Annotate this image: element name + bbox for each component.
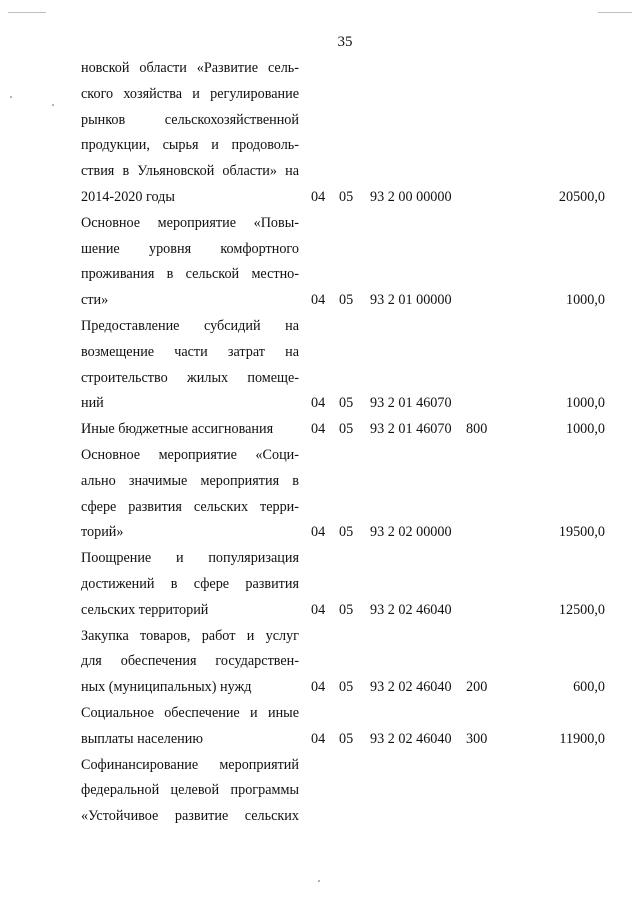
table-line <box>0 755 640 775</box>
table-line <box>0 393 640 413</box>
expense-type-code: 200 <box>466 679 488 696</box>
item-description: Предоставление субсидий на <box>81 318 299 334</box>
item-description: Иные бюджетные ассигнования <box>81 421 274 438</box>
target-article-code: 93 2 01 46070 <box>370 421 452 438</box>
table-line <box>0 780 640 800</box>
amount: 19500,0 <box>558 524 605 541</box>
target-article-code: 93 2 02 46040 <box>370 730 452 747</box>
table-line <box>0 110 640 130</box>
table-line <box>0 574 640 594</box>
item-description: строительство жилых помеще- <box>81 369 299 386</box>
amount: 11900,0 <box>559 730 605 747</box>
item-description: ского хозяйства и регулирование <box>81 85 299 102</box>
section-code: 04 <box>311 292 326 309</box>
target-article-code: 93 2 02 00000 <box>370 524 452 541</box>
expense-type-code: 800 <box>466 421 488 438</box>
table-line <box>0 58 640 78</box>
amount: 20500,0 <box>558 189 605 205</box>
item-description: Социальное обеспечение и иные <box>81 705 299 721</box>
amount: 12500,0 <box>558 601 605 618</box>
item-description: сельских территорий <box>81 601 209 618</box>
item-description: проживания в сельской местно- <box>81 266 299 283</box>
subsection-code: 05 <box>339 524 354 541</box>
table-line <box>0 806 640 826</box>
item-description: Поощрение и популяризация <box>81 550 299 567</box>
item-description: «Устойчивое развитие сельских <box>81 808 299 825</box>
table-line <box>0 626 640 646</box>
scan-artifact <box>52 104 54 106</box>
item-description: новской области «Развитие сель- <box>81 60 299 76</box>
item-description: Закупка товаров, работ и услуг <box>81 627 299 644</box>
item-description: ально значимые мероприятия в <box>81 472 299 489</box>
table-line <box>0 651 640 671</box>
scan-artifact <box>318 880 320 882</box>
table-line <box>0 213 640 233</box>
section-code: 04 <box>311 189 326 205</box>
item-description: возмещение части затрат на <box>81 343 299 360</box>
table-line <box>0 548 640 568</box>
item-description: Основное мероприятие «Соци- <box>81 447 299 463</box>
item-description: сти» <box>81 292 109 309</box>
item-description: сфере развития сельских терри- <box>81 498 299 515</box>
item-description: шение уровня комфортного <box>81 240 299 257</box>
subsection-code: 05 <box>339 679 354 696</box>
target-article-code: 93 2 02 46040 <box>370 679 452 696</box>
table-line <box>0 419 640 439</box>
amount: 1000,0 <box>565 421 605 438</box>
table-line <box>0 703 640 723</box>
section-code: 04 <box>311 601 326 618</box>
amount: 1000,0 <box>565 292 605 309</box>
table-line <box>0 445 640 465</box>
item-description: Софинансирование мероприятий <box>81 756 299 773</box>
item-description: 2014-2020 годы <box>81 189 175 205</box>
table-line <box>0 187 640 207</box>
table-line <box>0 497 640 517</box>
table-line <box>0 600 640 620</box>
item-description: продукции, сырья и продоволь- <box>81 137 299 154</box>
table-line <box>0 135 640 155</box>
amount: 1000,0 <box>565 395 605 412</box>
item-description: для обеспечения государствен- <box>81 653 299 670</box>
table-line <box>0 471 640 491</box>
item-description: ных (муниципальных) нужд <box>81 679 252 696</box>
table-line <box>0 161 640 181</box>
item-description: ний <box>81 395 104 412</box>
table-line <box>0 84 640 104</box>
scan-artifact <box>598 12 632 13</box>
table-line <box>0 290 640 310</box>
target-article-code: 93 2 00 00000 <box>370 189 452 205</box>
page-number: 35 <box>337 34 353 50</box>
table-line <box>0 264 640 284</box>
subsection-code: 05 <box>339 421 354 438</box>
item-description: ствия в Ульяновской области» на <box>81 163 299 180</box>
amount: 600,0 <box>573 679 605 696</box>
table-line <box>0 239 640 259</box>
table-line <box>0 316 640 336</box>
subsection-code: 05 <box>339 730 354 747</box>
table-line <box>0 342 640 362</box>
subsection-code: 05 <box>339 292 354 309</box>
subsection-code: 05 <box>339 189 354 205</box>
section-code: 04 <box>311 421 326 438</box>
table-line <box>0 677 640 697</box>
item-description: федеральной целевой программы <box>81 782 299 799</box>
section-code: 04 <box>311 524 326 541</box>
subsection-code: 05 <box>339 395 354 412</box>
section-code: 04 <box>311 395 326 412</box>
table-line <box>0 729 640 749</box>
item-description: Основное мероприятие «Повы- <box>81 214 299 231</box>
target-article-code: 93 2 01 00000 <box>370 292 452 309</box>
expense-type-code: 300 <box>466 730 488 747</box>
item-description: торий» <box>81 524 124 541</box>
table-line <box>0 522 640 542</box>
item-description: рынков сельскохозяйственной <box>81 111 299 128</box>
target-article-code: 93 2 02 46040 <box>370 601 452 618</box>
scan-artifact <box>8 12 46 13</box>
section-code: 04 <box>311 730 326 747</box>
section-code: 04 <box>311 679 326 696</box>
item-description: выплаты населению <box>81 730 203 747</box>
item-description: достижений в сфере развития <box>81 576 299 592</box>
table-line <box>0 368 640 388</box>
subsection-code: 05 <box>339 601 354 618</box>
target-article-code: 93 2 01 46070 <box>370 395 452 412</box>
